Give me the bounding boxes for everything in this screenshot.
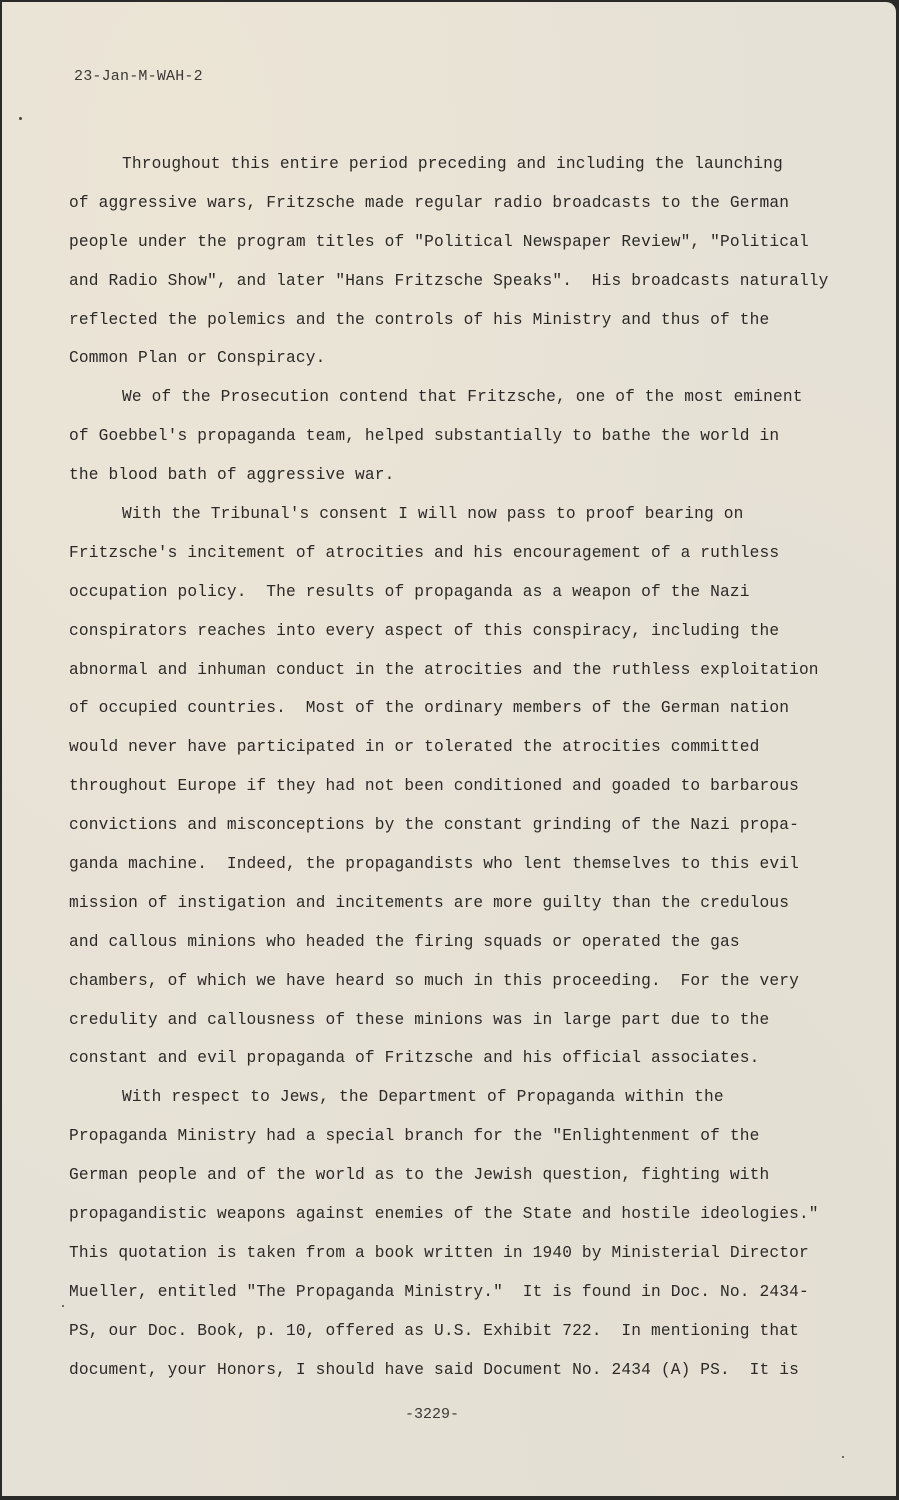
- text-line: We of the Prosecution contend that Fritzsche, one of the most eminent: [122, 388, 803, 407]
- text-line: throughout Europe if they had not been conditioned and goaded to barbarous: [69, 777, 799, 796]
- text-line: reflected the polemics and the controls of his Ministry and thus of the: [69, 310, 770, 329]
- text-line: of Goebbel's propaganda team, helped substantially to bathe the world in: [69, 427, 780, 446]
- text-line: ganda machine. Indeed, the propagandists who lent themselves to this evil: [69, 855, 799, 874]
- document-page: [2, 2, 896, 1496]
- paper-speck: [19, 117, 22, 120]
- text-line: propagandistic weapons against enemies of the State and hostile ideologies.": [69, 1205, 819, 1224]
- text-line: mission of instigation and incitements are more guilty than the credulous: [69, 893, 790, 912]
- text-line: occupation policy. The results of propaganda as a weapon of the Nazi: [69, 582, 750, 601]
- text-line: This quotation is taken from a book written in 1940 by Ministerial Director: [69, 1243, 809, 1262]
- text-line: document, your Honors, I should have said Document No. 2434 (A) PS. It is: [69, 1360, 799, 1379]
- text-line: of aggressive wars, Fritzsche made regular radio broadcasts to the German: [69, 193, 790, 212]
- text-line: conspirators reaches into every aspect of this conspiracy, including the: [69, 621, 780, 640]
- text-line: constant and evil propaganda of Fritzsche and his official associates.: [69, 1049, 760, 1068]
- text-line: With the Tribunal's consent I will now pass to proof bearing on: [122, 505, 744, 524]
- text-line: With respect to Jews, the Department of Propaganda within the: [122, 1088, 724, 1107]
- text-line: Fritzsche's incitement of atrocities and his encouragement of a ruthless: [69, 543, 780, 562]
- text-line: the blood bath of aggressive war.: [69, 466, 395, 485]
- text-line: PS, our Doc. Book, p. 10, offered as U.S. Exhibit 722. In mentioning that: [69, 1321, 799, 1340]
- paragraph: [69, 378, 829, 495]
- text-line: Propaganda Ministry had a special branch for the "Enlightenment of the: [69, 1127, 760, 1146]
- paragraph: [69, 495, 829, 1078]
- paper-speck: [62, 1305, 64, 1307]
- text-line: chambers, of which we have heard so much in this proceeding. For the very: [69, 971, 799, 990]
- text-line: would never have participated in or tolerated the atrocities committed: [69, 738, 760, 757]
- text-line: of occupied countries. Most of the ordinary members of the German nation: [69, 699, 790, 718]
- text-line: abnormal and inhuman conduct in the atrocities and the ruthless exploitation: [69, 660, 819, 679]
- paragraph: [69, 145, 829, 378]
- text-line: Throughout this entire period preceding and including the launching: [122, 155, 783, 173]
- text-line: German people and of the world as to the Jewish question, fighting with: [69, 1166, 770, 1185]
- text-line: and Radio Show", and later "Hans Fritzsche Speaks". His broadcasts naturally: [69, 271, 829, 290]
- text-line: Common Plan or Conspiracy.: [69, 349, 326, 368]
- text-line: credulity and callousness of these minions was in large part due to the: [69, 1010, 770, 1029]
- text-line: and callous minions who headed the firing squads or operated the gas: [69, 932, 740, 951]
- document-body: [69, 145, 829, 1390]
- document-header-code: 23-Jan-M-WAH-2: [74, 68, 203, 85]
- page-number: -3229-: [404, 1406, 459, 1423]
- text-line: people under the program titles of "Political Newspaper Review", "Political: [69, 232, 809, 251]
- text-line: Mueller, entitled "The Propaganda Ministry." It is found in Doc. No. 2434-: [69, 1282, 809, 1301]
- text-line: convictions and misconceptions by the constant grinding of the Nazi propa-: [69, 816, 799, 835]
- paper-speck: [842, 1456, 844, 1458]
- paragraph: [69, 1078, 829, 1389]
